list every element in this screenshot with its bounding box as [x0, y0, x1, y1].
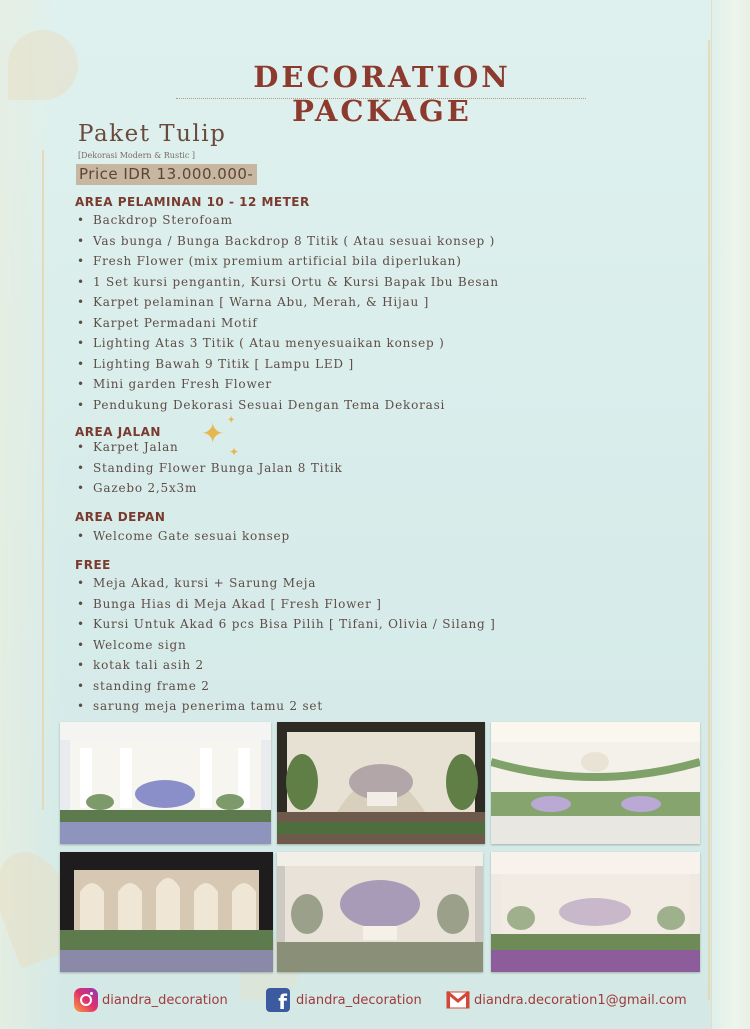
- list-item: • Pendukung Dekorasi Sesuai Dengan Tema Dekorasi: [77, 395, 499, 416]
- package-price: Price IDR 13.000.000-: [76, 164, 257, 185]
- section-heading-free: FREE: [75, 558, 111, 572]
- sparkle-small-icon: ✦: [229, 445, 240, 459]
- list-item: • Karpet Permadani Motif: [77, 313, 499, 334]
- list-item: • Welcome Gate sesuai konsep: [77, 526, 290, 547]
- list-area-pelaminan: [77, 210, 499, 415]
- instagram-icon: [74, 988, 98, 1012]
- list-item: • Karpet Jalan: [77, 437, 343, 458]
- list-item: • Standing Flower Bunga Jalan 8 Titik: [77, 458, 343, 479]
- list-item: • Fresh Flower (mix premium artificial bila diperlukan): [77, 251, 499, 272]
- instagram-contact[interactable]: [74, 986, 228, 1014]
- list-item: • standing frame 2: [77, 676, 496, 697]
- list-item: • Backdrop Sterofoam: [77, 210, 499, 231]
- sparkle-icon: ✦: [201, 417, 225, 450]
- list-item: • Vas bunga / Bunga Backdrop 8 Titik ( Atau sesuai konsep ): [77, 231, 499, 252]
- list-item: • kotak tali asih 2: [77, 655, 496, 676]
- list-area-depan: [77, 526, 290, 547]
- list-area-jalan: [77, 437, 343, 499]
- list-item: • sarung meja penerima tamu 2 set: [77, 696, 496, 717]
- list-item: • Welcome sign: [77, 635, 496, 656]
- section-heading-area-jalan: AREA JALAN: [75, 425, 161, 439]
- page-title: DECORATION PACKAGE: [253, 60, 511, 128]
- list-item: • Lighting Bawah 9 Titik [ Lampu LED ]: [77, 354, 499, 375]
- facebook-contact[interactable]: [266, 986, 422, 1014]
- right-vine-decoration: [708, 40, 710, 1000]
- right-ornament-border: [711, 0, 750, 1029]
- gallery-photo-6: [491, 852, 700, 972]
- list-item: • Lighting Atas 3 Titik ( Atau menyesuaikan konsep ): [77, 333, 499, 354]
- list-item: • Meja Akad, kursi + Sarung Meja: [77, 573, 496, 594]
- section-heading-area-pelaminan: AREA PELAMINAN 10 - 12 METER: [75, 195, 310, 209]
- email-address: diandra.decoration1@gmail.com: [474, 992, 687, 1008]
- title-divider: [176, 98, 586, 99]
- list-free: [77, 573, 496, 717]
- section-heading-area-depan: AREA DEPAN: [75, 510, 166, 524]
- list-item: • 1 Set kursi pengantin, Kursi Ortu & Kursi Bapak Ibu Besan: [77, 272, 499, 293]
- gallery-photo-5: [277, 852, 483, 972]
- list-item: • Mini garden Fresh Flower: [77, 374, 499, 395]
- package-subtitle: [Dekorasi Modern & Rustic ]: [78, 151, 195, 160]
- instagram-handle: diandra_decoration: [102, 992, 228, 1008]
- gmail-icon: [446, 991, 470, 1009]
- list-item: • Gazebo 2,5x3m: [77, 478, 343, 499]
- corner-flower-decoration: [8, 30, 78, 100]
- gallery-photo-1: [60, 722, 271, 844]
- email-contact[interactable]: [446, 986, 687, 1014]
- list-item: • Bunga Hias di Meja Akad [ Fresh Flower ]: [77, 594, 496, 615]
- gallery-photo-2: [277, 722, 485, 844]
- facebook-icon: f: [266, 988, 290, 1012]
- gallery-photo-3: [491, 722, 700, 844]
- sparkle-small-icon: ✦: [227, 415, 236, 426]
- package-name: Paket Tulip: [78, 121, 227, 147]
- list-item: • Karpet pelaminan [ Warna Abu, Merah, & Hijau ]: [77, 292, 499, 313]
- facebook-handle: diandra_decoration: [296, 992, 422, 1008]
- left-vine-decoration: [42, 150, 44, 810]
- gallery-photo-4: [60, 852, 273, 972]
- list-item: • Kursi Untuk Akad 6 pcs Bisa Pilih [ Tifani, Olivia / Silang ]: [77, 614, 496, 635]
